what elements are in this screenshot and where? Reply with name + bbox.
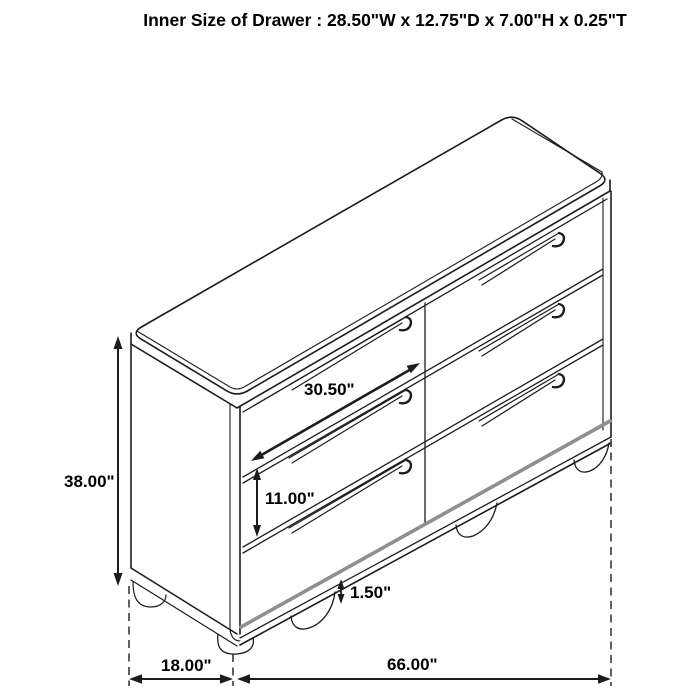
back-left-foot — [133, 582, 166, 607]
depth-dimension-label: 18.00" — [161, 656, 212, 675]
depth-dimension-line — [129, 674, 233, 684]
figure-title: Inner Size of Drawer : 28.50"W x 12.75"D x 7.00"H x 0.25"T — [143, 10, 627, 30]
drawer-height-dimension-label: 11.00" — [265, 489, 315, 508]
drawer-height-arrow — [253, 468, 261, 537]
drawer-width-dimension-label: 30.50" — [304, 380, 355, 399]
dresser-top-slab — [131, 117, 610, 408]
toe-kick-dimension-label: 1.50" — [350, 583, 392, 602]
dimension-arrows — [114, 336, 612, 684]
height-dimension-label: 38.00" — [64, 472, 115, 491]
dresser-feet — [218, 443, 609, 654]
width-dimension-label: 66.00" — [387, 655, 438, 674]
height-arrow — [114, 336, 123, 586]
drawer-width-arrow — [251, 363, 420, 461]
dresser-corner-posts — [230, 191, 611, 641]
dresser-left-side-panel — [131, 344, 237, 646]
width-dimension-line — [237, 674, 611, 684]
